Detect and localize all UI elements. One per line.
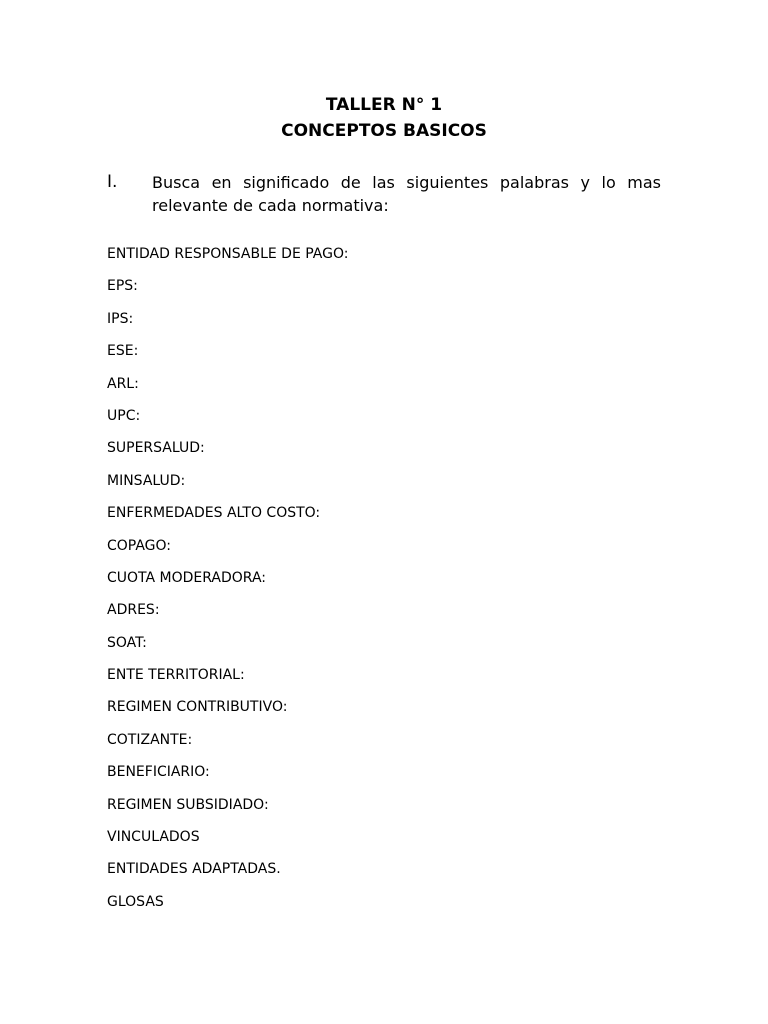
term-item: ENFERMEDADES ALTO COSTO: bbox=[107, 505, 321, 522]
term-item: ADRES: bbox=[107, 602, 160, 619]
term-item: CUOTA MODERADORA: bbox=[107, 569, 267, 586]
term-item: IPS: bbox=[107, 310, 134, 327]
instruction-line-1: Busca en significado de las siguientes palabras y lo mas bbox=[152, 173, 661, 192]
term-item: BENEFICIARIO: bbox=[107, 764, 210, 781]
term-item: MINSALUD: bbox=[107, 472, 186, 489]
term-item: UPC: bbox=[107, 407, 141, 424]
term-item: REGIMEN CONTRIBUTIVO: bbox=[107, 699, 288, 716]
terms-list bbox=[107, 244, 348, 924]
instruction-section bbox=[107, 171, 661, 217]
document-title: TALLER N° 1 bbox=[325, 95, 443, 115]
document-subtitle: CONCEPTOS BASICOS bbox=[281, 121, 487, 141]
term-item: GLOSAS bbox=[107, 893, 164, 910]
term-item: REGIMEN SUBSIDIADO: bbox=[107, 796, 269, 813]
term-item: ARL: bbox=[107, 375, 139, 392]
section-number: I. bbox=[107, 172, 118, 192]
term-item: COTIZANTE: bbox=[107, 731, 193, 748]
term-item: COPAGO: bbox=[107, 537, 172, 554]
term-item: ENTIDADES ADAPTADAS. bbox=[107, 861, 281, 878]
instruction-text bbox=[152, 171, 661, 217]
term-item: SUPERSALUD: bbox=[107, 440, 205, 457]
term-item: VINCULADOS bbox=[107, 829, 200, 846]
term-item: ESE: bbox=[107, 343, 139, 360]
instruction-line-2: relevante de cada normativa: bbox=[152, 196, 389, 215]
term-item: ENTIDAD RESPONSABLE DE PAGO: bbox=[107, 246, 349, 262]
term-item: ENTE TERRITORIAL: bbox=[107, 667, 245, 684]
term-item: EPS: bbox=[107, 278, 138, 295]
term-item: SOAT: bbox=[107, 634, 147, 651]
